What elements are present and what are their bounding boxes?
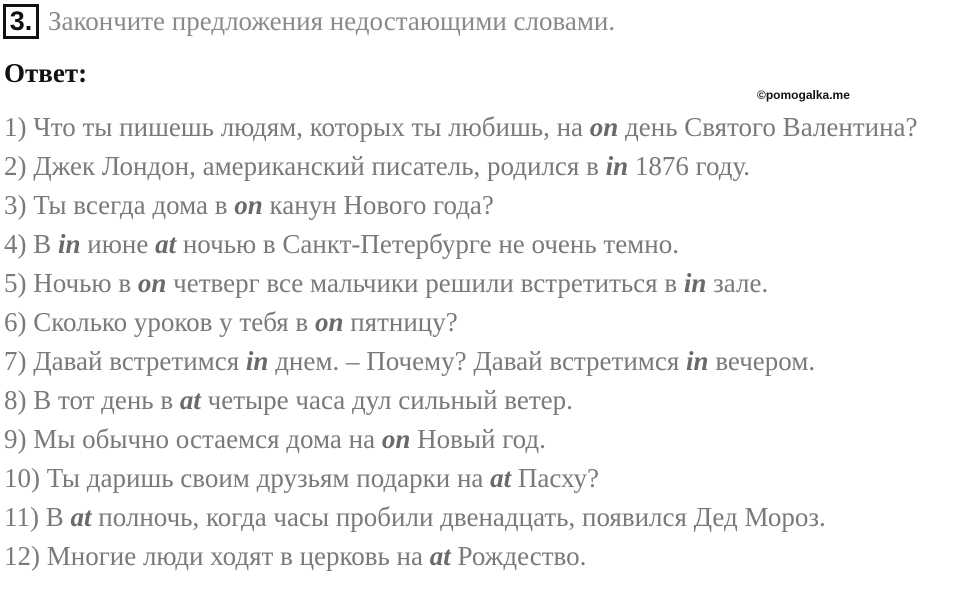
answer-text: зале. (706, 268, 769, 298)
answer-text: полночь, когда часы пробили двенадцать, появился Дед Мороз. (91, 502, 826, 532)
answer-keyword: in (605, 151, 629, 181)
answer-text: 2) Джек Лондон, американский писатель, родился в (4, 151, 606, 181)
answer-keyword: at (179, 385, 201, 415)
answer-text: 8) В тот день в (4, 385, 180, 415)
answer-text: 4) В (4, 229, 58, 259)
answer-text: пятницу? (343, 307, 458, 337)
answer-item-3 (4, 186, 959, 225)
task-number-box: 3. (3, 4, 39, 39)
answer-text: днем. – Почему? Давай встретимся (268, 346, 687, 376)
answer-keyword: in (686, 346, 709, 376)
answer-text: 3) Ты всегда дома в (4, 190, 235, 220)
answer-item-6 (4, 303, 959, 342)
answer-item-8 (4, 381, 959, 420)
answer-list (4, 108, 959, 576)
answer-text: 12) Многие люди ходят в церковь на (4, 541, 430, 571)
answer-keyword: at (70, 502, 92, 532)
answer-heading: Ответ: (4, 58, 88, 88)
answer-text: 10) Ты даришь своим друзьям подарки на (4, 463, 491, 493)
answer-text: июне (80, 229, 156, 259)
answer-item-1 (4, 108, 959, 147)
answer-text: 1876 году. (628, 151, 751, 181)
answer-keyword: on (137, 268, 167, 298)
watermark-text: ©pomogalka.me (757, 88, 850, 102)
answer-item-11 (4, 498, 959, 537)
answer-keyword: at (429, 541, 451, 571)
answer-text: четыре часа дул сильный ветер. (200, 385, 573, 415)
answer-item-12 (4, 537, 959, 576)
answer-keyword: at (155, 229, 177, 259)
answer-text: четверг все мальчики решили встретиться в (166, 268, 684, 298)
answer-keyword: in (58, 229, 81, 259)
answer-keyword: on (314, 307, 344, 337)
answer-text: день Святого Валентина? (618, 112, 918, 142)
task-header (3, 4, 615, 39)
answer-text: вечером. (708, 346, 816, 376)
answer-item-2 (4, 147, 959, 186)
answer-text: Новый год. (410, 424, 546, 454)
answer-text: 1) Что ты пишешь людям, которых ты любишь, на (4, 112, 590, 142)
answer-keyword: on (234, 190, 263, 220)
answer-item-4 (4, 225, 959, 264)
answer-item-5 (4, 264, 959, 303)
answer-text: 9) Мы обычно остаемся дома на (4, 424, 382, 454)
answer-text: Пасху? (511, 463, 599, 493)
answer-text: 7) Давай встретимся (4, 346, 246, 376)
answer-text: ночью в Санкт-Петербурге не очень темно. (176, 229, 679, 259)
answer-item-9 (4, 420, 959, 459)
answer-text: Рождество. (450, 541, 587, 571)
answer-item-7 (4, 342, 959, 381)
answer-text: 6) Сколько уроков у тебя в (4, 307, 315, 337)
answer-item-10 (4, 459, 959, 498)
answer-keyword: at (490, 463, 512, 493)
answer-keyword: on (589, 112, 619, 142)
answer-text: канун Нового года? (262, 190, 494, 220)
answer-text: 11) В (4, 502, 71, 532)
answer-keyword: in (683, 268, 707, 298)
answer-keyword: on (381, 424, 411, 454)
answer-keyword: in (245, 346, 269, 376)
task-instruction: Закончите предложения недостающими словами. (48, 6, 616, 36)
answer-text: 5) Ночью в (4, 268, 138, 298)
